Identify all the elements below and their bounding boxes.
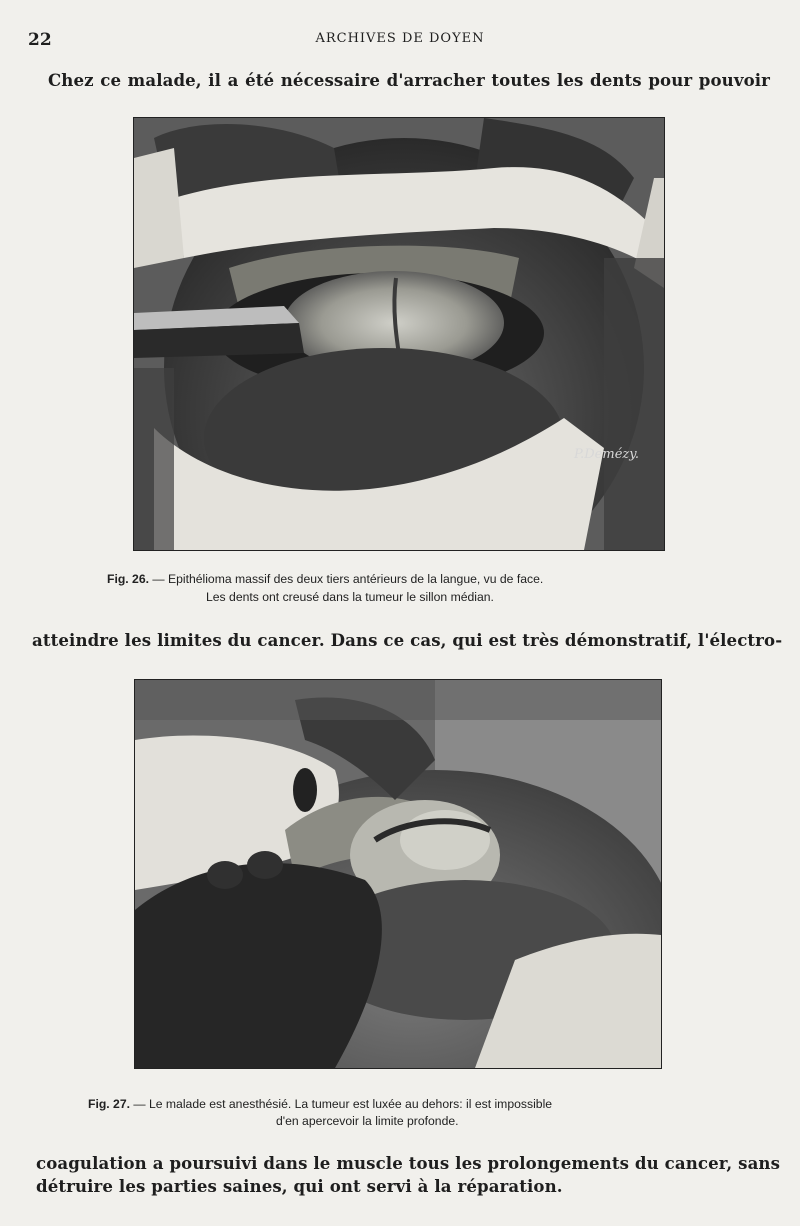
figure-27-image	[135, 680, 661, 1068]
figure-27-label: Fig. 27.	[88, 1097, 130, 1111]
artist-signature: P.Demézy.	[574, 447, 639, 462]
figure-26-caption-line-2: Les dents ont creusé dans la tumeur le sillon médian.	[206, 590, 494, 604]
body-text-line-3: coagulation a poursuivi dans le muscle tous les prolongements du cancer, sans	[36, 1153, 781, 1173]
figure-26-image	[134, 118, 664, 550]
figure-27-caption-text: — Le malade est anesthésié. La tumeur est luxée au dehors: il est impossible	[130, 1097, 553, 1111]
figure-27-photograph	[134, 679, 662, 1069]
page-number: 22	[28, 30, 52, 50]
running-head: ARCHIVES DE DOYEN	[315, 31, 485, 46]
figure-27-caption-line-2: d'en apercevoir la limite profonde.	[276, 1114, 459, 1128]
figure-27-caption-line-1	[88, 1097, 552, 1111]
body-text-line-1: Chez ce malade, il a été nécessaire d'arracher toutes les dents pour pouvoir	[48, 70, 770, 90]
figure-26-photograph	[133, 117, 665, 551]
figure-26-label: Fig. 26.	[107, 572, 149, 586]
figure-26-caption-text: — Epithélioma massif des deux tiers antérieurs de la langue, vu de face.	[149, 572, 544, 586]
body-text-line-4: détruire les parties saines, qui ont servi à la réparation.	[36, 1176, 563, 1196]
body-text-line-2: atteindre les limites du cancer. Dans ce cas, qui est très démonstratif, l'électro-	[32, 630, 783, 650]
figure-26-caption-line-1	[107, 572, 543, 586]
